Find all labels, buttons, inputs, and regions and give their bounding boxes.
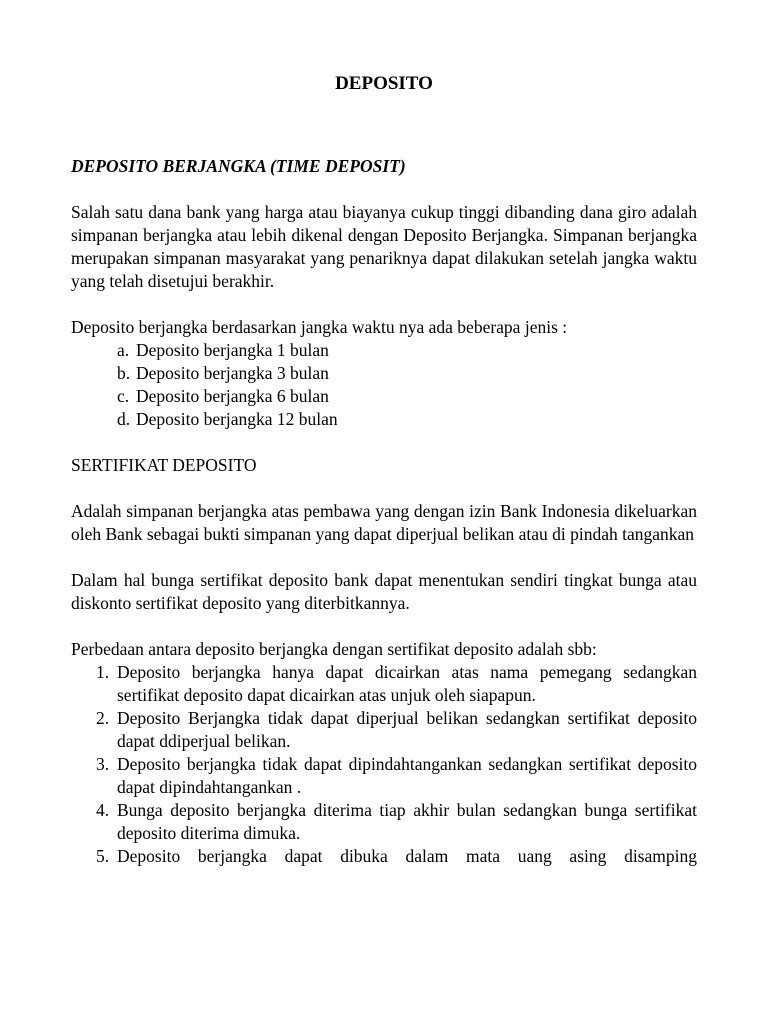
list-marker: 5. (96, 846, 110, 866)
list-item (117, 362, 697, 385)
list-item-text: Deposito Berjangka tidak dapat diperjual belikan sedangkan sertifikat deposito dapat ddiperjual belikan. (117, 708, 697, 751)
deposito-types-list (71, 339, 697, 431)
list-item-text: Deposito berjangka 6 bulan (136, 386, 329, 406)
list-marker: 3. (96, 754, 110, 774)
paragraph-bunga-sertifikat: Dalam hal bunga sertifikat deposito bank dapat menentukan sendiri tingkat bunga atau diskonto sertifikat deposito yang diterbitkannya. (71, 570, 697, 613)
list-item (117, 385, 697, 408)
list-item-text: Deposito berjangka 12 bulan (136, 409, 338, 429)
list-marker: a. (117, 340, 130, 360)
list-item (71, 661, 697, 707)
list-marker: 4. (96, 800, 110, 820)
list-item-text: Deposito berjangka 1 bulan (136, 340, 329, 360)
list-item (71, 845, 697, 868)
paragraph-jenis-intro: Deposito berjangka berdasarkan jangka waktu nya ada beberapa jenis : (71, 317, 568, 337)
list-item (117, 339, 697, 362)
section-heading-deposito-berjangka: DEPOSITO BERJANGKA (TIME DEPOSIT) (71, 156, 406, 176)
list-item-text: Deposito berjangka hanya dapat dicairkan atas nama pemegang sedangkan sertifikat deposito dapat dicairkan atas unjuk oleh siapapun. (117, 662, 697, 705)
list-item (71, 799, 697, 845)
paragraph-deposito-berjangka-definition: Salah satu dana bank yang harga atau biayanya cukup tinggi dibanding dana giro adalah simpanan berjangka atau lebih dikenal dengan Deposito Berjangka. Simpanan berjangka merupakan simpanan masyarakat yang penariknya dapat dilakukan setelah jangka waktu yang telah disetujui berakhir. (71, 202, 697, 291)
list-marker: 2. (96, 708, 110, 728)
list-marker: c. (117, 386, 130, 406)
paragraph-sertifikat-definition: Adalah simpanan berjangka atas pembawa yang dengan izin Bank Indonesia dikeluarkan oleh Bank sebagai bukti simpanan yang dapat diperjual belikan atau di pindah tangankan (71, 501, 697, 544)
list-marker: b. (117, 363, 131, 383)
section-heading-sertifikat-deposito: SERTIFIKAT DEPOSITO (71, 455, 257, 475)
list-item-text: Deposito berjangka 3 bulan (136, 363, 329, 383)
differences-list (71, 661, 697, 868)
list-item-text: Bunga deposito berjangka diterima tiap akhir bulan sedangkan bunga sertifikat deposito diterima dimuka. (117, 800, 697, 843)
list-item (71, 707, 697, 753)
list-item (117, 408, 697, 431)
list-item-text: Deposito berjangka tidak dapat dipindahtangankan sedangkan sertifikat deposito dapat dipindahtangankan . (117, 754, 697, 797)
list-item-text: Deposito berjangka dapat dibuka dalam mata uang asing disamping (117, 846, 697, 866)
list-item (71, 753, 697, 799)
list-marker: d. (117, 409, 131, 429)
document-title: DEPOSITO (335, 73, 433, 94)
list-marker: 1. (96, 662, 110, 682)
paragraph-perbedaan-intro: Perbedaan antara deposito berjangka dengan sertifikat deposito adalah sbb: (71, 639, 597, 659)
